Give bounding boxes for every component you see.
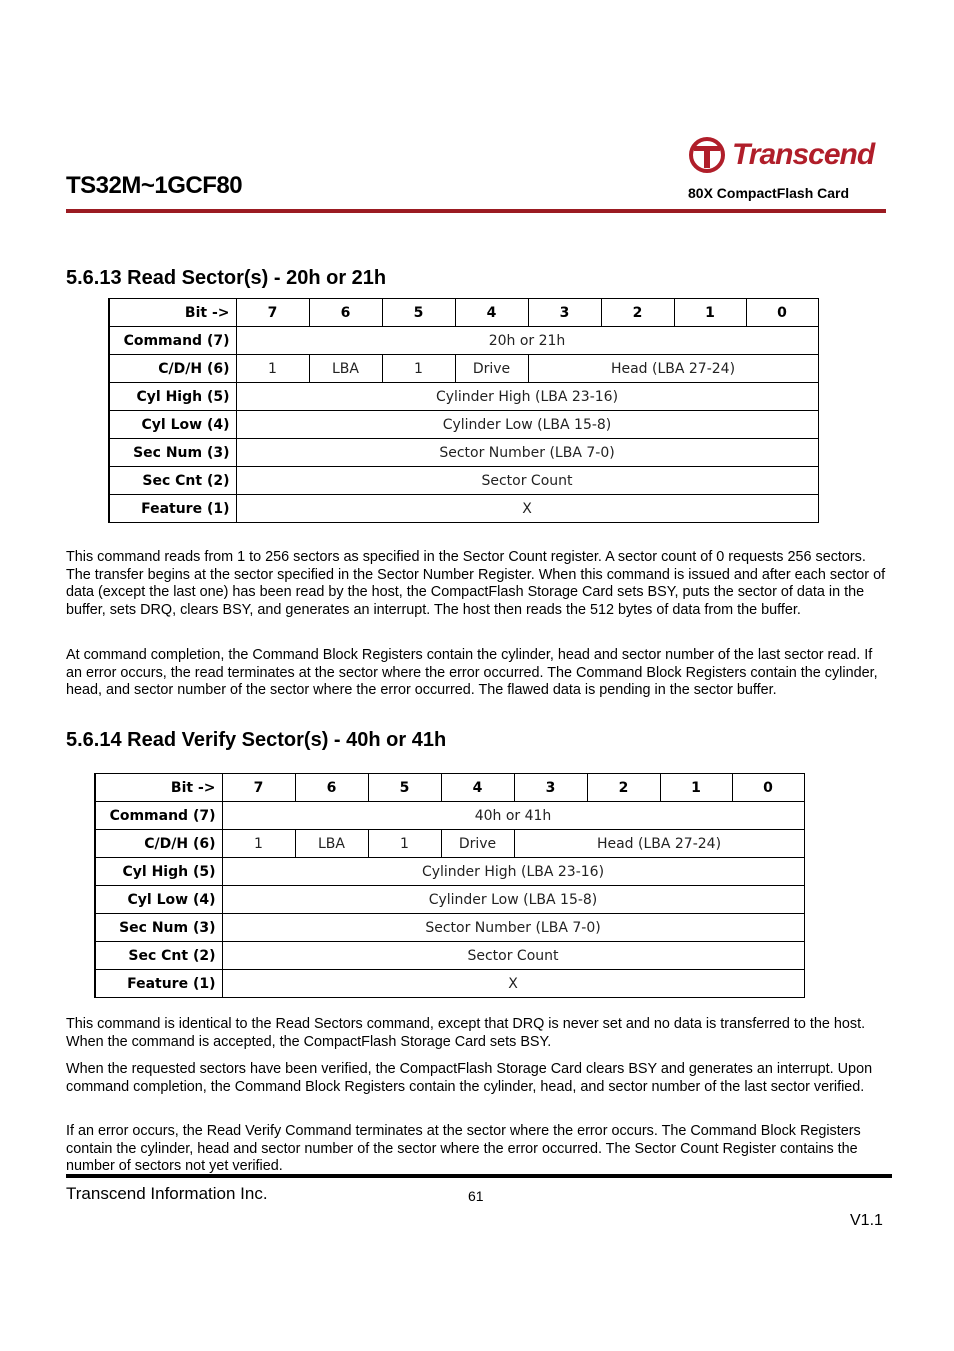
register-value: Sector Count [222, 942, 804, 970]
bit-2: 2 [601, 299, 674, 327]
paragraph: If an error occurs, the Read Verify Command terminates at the sector where the error occurs. The Command Block Registers contain the cylinder, head and sector number of the sector where the error occurred. The Sector Count Register contains the number of sectors not yet verified. [66, 1123, 861, 1175]
register-label: Feature (1) [109, 495, 236, 523]
bit-5: 5 [368, 774, 441, 802]
transcend-logo-icon [688, 136, 728, 174]
table-row [95, 774, 804, 802]
cdh-bit-6: LBA [295, 830, 368, 858]
bit-4: 4 [441, 774, 514, 802]
cdh-bit-7: 1 [222, 830, 295, 858]
paragraph: At command completion, the Command Block Registers contain the cylinder, head and sector number of the last sector read. If an error occurs, the read terminates at the sector where the error occurred. The Command Block Registers contain the cylinder, head, and sector number of the sector where the error occurred. The flawed data is pending in the sector buffer. [66, 647, 878, 699]
table-row [109, 299, 818, 327]
register-value: Sector Number (LBA 7-0) [236, 439, 818, 467]
footer-divider [66, 1174, 892, 1178]
document-version: V1.1 [850, 1212, 883, 1229]
table-row [95, 970, 804, 998]
bit-header-label: Bit -> [109, 299, 236, 327]
bit-header-label: Bit -> [95, 774, 222, 802]
register-value: Cylinder Low (LBA 15-8) [222, 886, 804, 914]
register-label: C/D/H (6) [95, 830, 222, 858]
cdh-bit-5: 1 [382, 355, 455, 383]
register-label: Cyl Low (4) [109, 411, 236, 439]
table-row [109, 327, 818, 355]
page-number: 61 [468, 1188, 484, 1204]
register-label: Command (7) [109, 327, 236, 355]
register-label: C/D/H (6) [109, 355, 236, 383]
register-value: X [222, 970, 804, 998]
register-value: Cylinder High (LBA 23-16) [222, 858, 804, 886]
cdh-head: Head (LBA 27-24) [514, 830, 804, 858]
register-label: Sec Cnt (2) [95, 942, 222, 970]
bit-7: 7 [222, 774, 295, 802]
section-title-read-verify: 5.6.14 Read Verify Sector(s) - 40h or 41h [66, 729, 447, 751]
register-label: Command (7) [95, 802, 222, 830]
table-row [95, 942, 804, 970]
table-row [109, 439, 818, 467]
footer-company: Transcend Information Inc. [66, 1184, 268, 1203]
bit-4: 4 [455, 299, 528, 327]
table-row [95, 830, 804, 858]
cdh-bit-5: 1 [368, 830, 441, 858]
bit-6: 6 [295, 774, 368, 802]
bit-5: 5 [382, 299, 455, 327]
product-subtitle: 80X CompactFlash Card [688, 185, 850, 201]
header-divider [66, 209, 886, 213]
table-row [109, 383, 818, 411]
table-row [95, 914, 804, 942]
bit-3: 3 [528, 299, 601, 327]
cdh-bit-4: Drive [441, 830, 514, 858]
cdh-head: Head (LBA 27-24) [528, 355, 818, 383]
transcend-logo [688, 134, 874, 176]
bit-0: 0 [746, 299, 818, 327]
cdh-bit-4: Drive [455, 355, 528, 383]
register-label: Feature (1) [95, 970, 222, 998]
section-title-read-sectors: 5.6.13 Read Sector(s) - 20h or 21h [66, 267, 387, 289]
register-table-read-sectors [108, 298, 819, 523]
register-label: Sec Cnt (2) [109, 467, 236, 495]
register-value: Cylinder Low (LBA 15-8) [236, 411, 818, 439]
register-value: Cylinder High (LBA 23-16) [236, 383, 818, 411]
register-label: Sec Num (3) [109, 439, 236, 467]
table-row [109, 411, 818, 439]
table-row [109, 355, 818, 383]
table-row [109, 495, 818, 523]
bit-3: 3 [514, 774, 587, 802]
bit-1: 1 [660, 774, 732, 802]
register-table-read-verify [94, 773, 805, 998]
register-value: 40h or 41h [222, 802, 804, 830]
brand-name: Transcend [732, 138, 875, 171]
register-value: Sector Count [236, 467, 818, 495]
register-value: X [236, 495, 818, 523]
register-label: Cyl Low (4) [95, 886, 222, 914]
document-model-title: TS32M~1GCF80 [66, 172, 243, 199]
bit-7: 7 [236, 299, 309, 327]
table-row [95, 886, 804, 914]
bit-1: 1 [674, 299, 746, 327]
table-row [109, 467, 818, 495]
register-value: Sector Number (LBA 7-0) [222, 914, 804, 942]
paragraph: This command is identical to the Read Sectors command, except that DRQ is never set and no data is transferred to the host. When the command is accepted, the CompactFlash Storage Card sets BSY. [66, 1016, 866, 1050]
paragraph: When the requested sectors have been verified, the CompactFlash Storage Card clears BSY and generates an interrupt. Upon command completion, the Command Block Registers contain the cylinder, head, and sector number of the last sector verified. [66, 1061, 873, 1095]
table-row [95, 858, 804, 886]
bit-0: 0 [732, 774, 804, 802]
register-label: Cyl High (5) [95, 858, 222, 886]
register-label: Sec Num (3) [95, 914, 222, 942]
bit-2: 2 [587, 774, 660, 802]
bit-6: 6 [309, 299, 382, 327]
table-row [95, 802, 804, 830]
register-value: 20h or 21h [236, 327, 818, 355]
cdh-bit-6: LBA [309, 355, 382, 383]
cdh-bit-7: 1 [236, 355, 309, 383]
register-label: Cyl High (5) [109, 383, 236, 411]
paragraph: This command reads from 1 to 256 sectors as specified in the Sector Count register. A sector count of 0 requests 256 sectors. The transfer begins at the sector specified in the Sector Number Register. When this command is issued and after each sector of data (except the last one) has been read by the host, the CompactFlash Storage Card sets BSY, puts the sector of data in the buffer, sets DRQ, clears BSY, and generates an interrupt. The host then reads the 512 bytes of data from the buffer. [66, 549, 886, 618]
